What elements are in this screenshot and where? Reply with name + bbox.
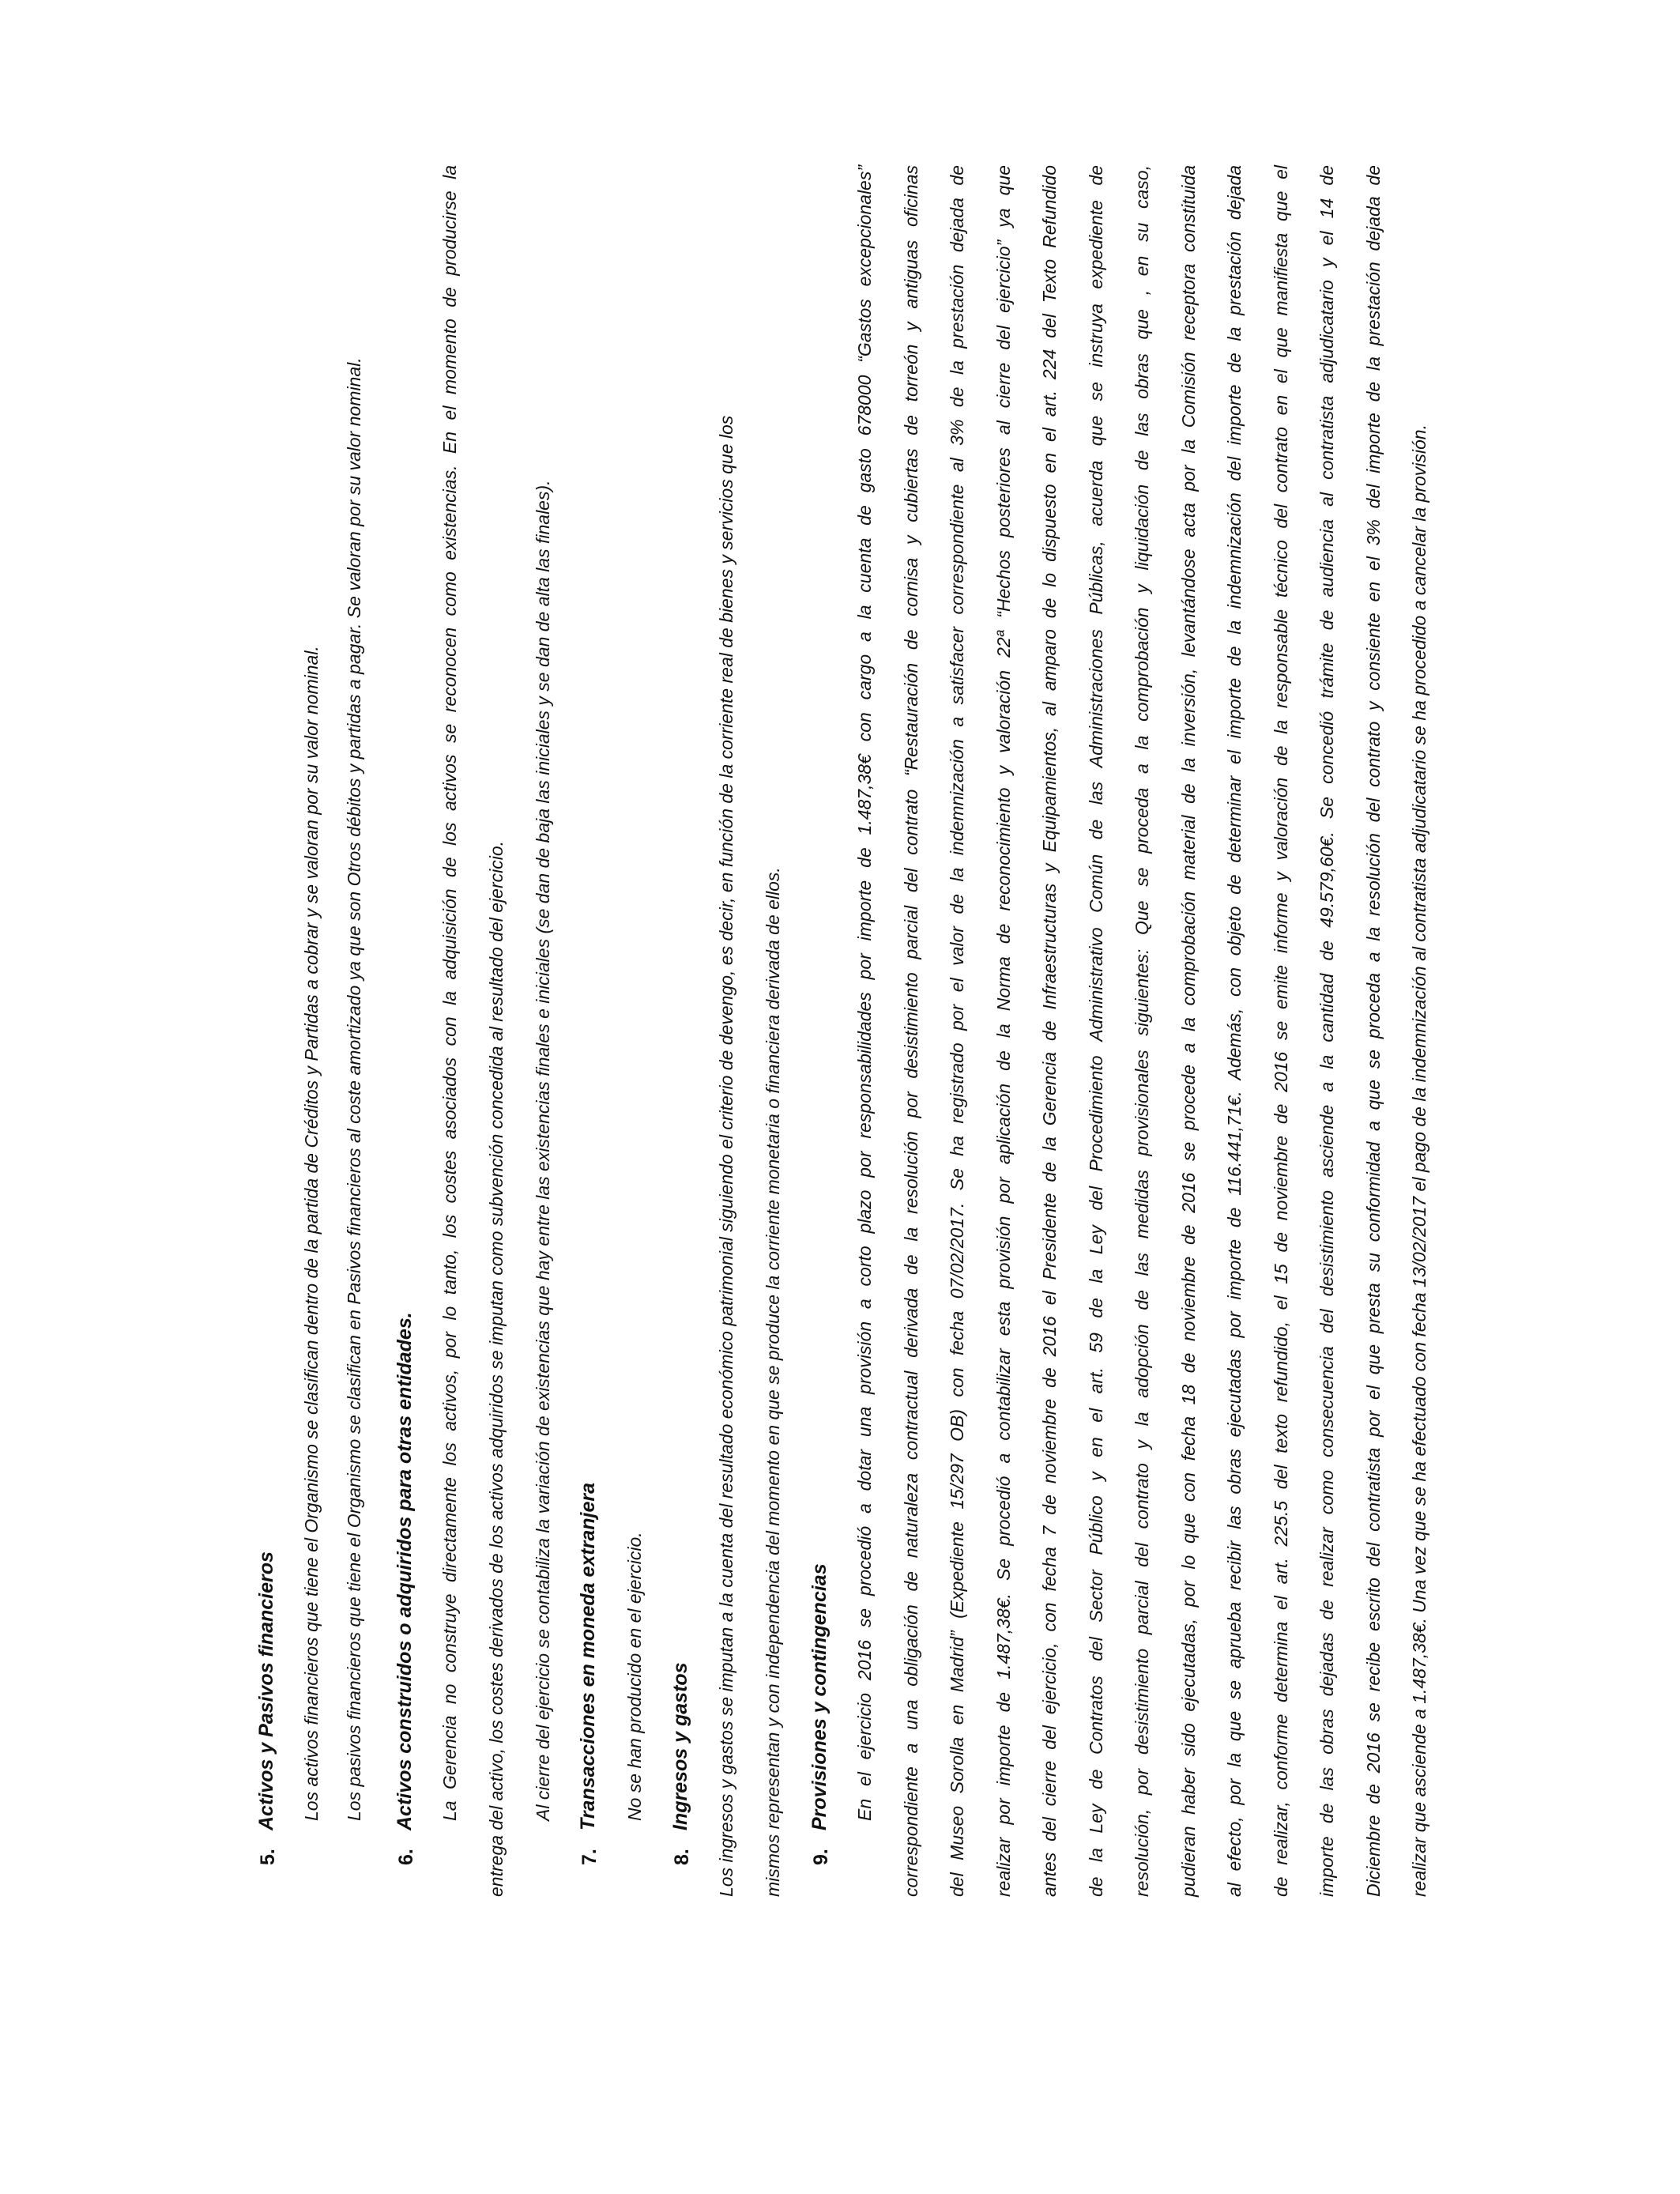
section-9-line-11: importe de las obras dejadas de realizar como consecuencia del desistimiento asciende a la cantidad de 49.579,60€. Se concedió trámite de audiencia al contratista adjudicatario y el 14 de	[1317, 165, 1337, 1897]
section-5-title: Activos y Pasivos financieros	[255, 1551, 277, 1830]
section-7-number: 7.	[578, 1849, 601, 1865]
section-9-line-8: pudieran haber sido ejecutadas, por lo que con fecha 18 de noviembre de 2016 se procede a la comprobación material de la inversión, levantándose acta por la Comisión receptora constituida	[1178, 165, 1199, 1897]
section-9-line-7: resolución, por desistimiento parcial del contrato y la adopción de las medidas provisionales siguientes: Que se proceda a la comprobación y liquidación de las obras que , en su caso,	[1132, 165, 1152, 1897]
section-9-line-5: antes del cierre del ejercicio, con fecha 7 de noviembre de 2016 el Presidente de la Gerencia de Infraestructuras y Equipamientos, al amparo de lo dispuesto en el art. 224 del Texto Refundido	[1039, 165, 1060, 1897]
section-7-title: Transacciones en moneda extranjera	[577, 1482, 599, 1830]
section-5-line-1: Los activos financieros que tiene el Organismo se clasifican dentro de la partida de Créditos y Partidas a cobrar y se valoran por su valor nominal.	[301, 646, 322, 1821]
section-9-line-10: de realizar, conforme determina el art. 225.5 del texto refundido, el 15 de noviembre de 2016 se emite informe y valoración de la responsable técnico del contrato en el que manifiesta que el	[1271, 165, 1291, 1897]
section-5-number: 5.	[257, 1849, 279, 1865]
section-9-title: Provisiones y contingencias	[808, 1563, 831, 1830]
section-6-line-1: La Gerencia no construye directamente los activos, por lo tanto, los costes asociados con la adquisición de los activos se reconocen como existencias. En el momento de producirse la	[439, 165, 460, 1821]
section-9-line-3: del Museo Sorolla en Madrid” (Expediente 15/297 OB) con fecha 07/02/2017. Se ha registrado por el valor de la indemnización a satisfacer correspondiente al 3% de la prestación dejada de	[947, 165, 967, 1897]
section-9-line-1: En el ejercicio 2016 se procedió a dotar una provisión a corto plazo por responsabilidades por importe de 1.487,38€ con cargo a la cuenta de gasto 678000 “Gastos excepcionales”	[854, 165, 875, 1821]
section-9-line-4: realizar por importe de 1.487,38€. Se procedió a contabilizar esta provisión por aplicación de la Norma de reconocimiento y valoración 22ª “Hechos posteriores al cierre del ejercicio” ya que	[993, 165, 1014, 1897]
section-8-line-1: Los ingresos y gastos se imputan a la cuenta del resultado económico patrimonial siguiendo el criterio de devengo, es decir, en función de la corriente real de bienes y servicios que los	[716, 415, 736, 1897]
section-7-line-1: No se han producido en el ejercicio.	[624, 1532, 645, 1821]
section-6-title: Activos construidos o adquiridos para otras entidades.	[394, 1312, 416, 1830]
section-8-line-2: mismos representan y con independencia del momento en que se produce la corriente monetaria o financiera derivada de ellos.	[763, 867, 783, 1897]
section-9-line-2: correspondiente a una obligación de naturaleza contractual derivada de la resolución por desistimiento parcial del contrato “Restauración de cornisa y cubiertas de torreón y antiguas oficinas	[901, 165, 921, 1897]
section-8-number: 8.	[671, 1849, 693, 1865]
section-6-line-3: Al cierre del ejercicio se contabiliza la variación de existencias que hay entre las existencias finales e iniciales (se dan de baja las iniciales y se dan de alta las finales).	[533, 480, 553, 1821]
section-9-line-6: de la Ley de Contratos del Sector Público y en el art. 59 de la Ley del Procedimiento Administrativo Común de las Administraciones Públicas, acuerda que se instruya expediente de	[1086, 165, 1106, 1897]
section-9-line-12: Diciembre de 2016 se recibe escrito del contratista por el que presta su conformidad a que se proceda a la resolución del contrato y consiente en el 3% del importe de la prestación dejada de	[1363, 165, 1384, 1897]
section-5-line-2: Los pasivos financieros que tiene el Organismo se clasifican en Pasivos financieros al coste amortizado ya que son Otros débitos y partidas a pagar. Se valoran por su valor nominal.	[344, 357, 364, 1821]
section-9-number: 9.	[810, 1849, 832, 1865]
section-9-line-9: al efecto, por la que se aprueba recibir las obras ejecutadas por importe de 116.441,71€. Además, con objeto de determinar el importe de la indemnización del importe de la prestación dejada	[1224, 165, 1245, 1897]
section-9-line-13: realizar que asciende a 1.487,38€. Una vez que se ha efectuado con fecha 13/02/2017 el pago de la indemnización al contratista adjudicatario se ha procedido a cancelar la provisión.	[1409, 424, 1430, 1897]
section-6-number: 6.	[395, 1849, 417, 1865]
section-6-line-2: entrega del activo, los costes derivados de los activos adquiridos se imputan como subvención concedida al resultado del ejercicio.	[486, 840, 507, 1897]
section-8-title: Ingresos y gastos	[669, 1662, 691, 1830]
